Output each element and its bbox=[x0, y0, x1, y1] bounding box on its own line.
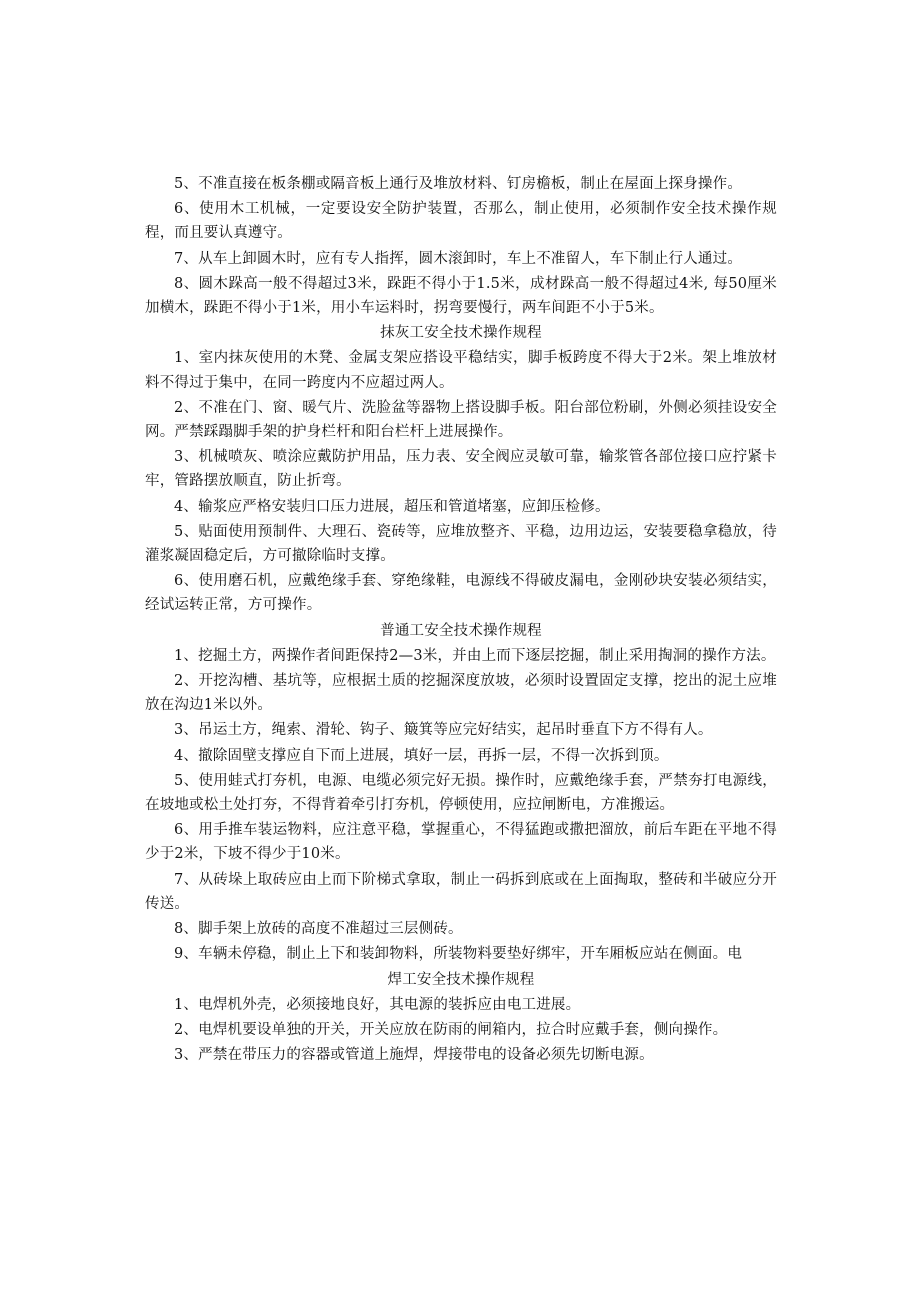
plaster-item-6: 6、使用磨石机，应戴绝缘手套、穿绝缘鞋，电源线不得破皮漏电，金刚砂块安装必须结实，经试运转正常，方可操作。 bbox=[145, 573, 777, 614]
document-page bbox=[145, 172, 777, 1068]
general-item-9: 9、车辆未停稳，制止上下和装卸物料，所装物料要垫好绑牢，开车厢板应站在侧面。电 bbox=[174, 946, 743, 963]
welder-section-title: 焊工安全技术操作规程 bbox=[387, 971, 535, 988]
plaster-item-2: 2、不准在门、窗、暖气片、洗脸盆等器物上搭设脚手板。阳台部位粉刷，外侧必须挂设安全网。严禁踩蹋脚手架的护身栏杆和阳台栏杆上进展操作。 bbox=[145, 399, 777, 441]
plaster-item-5: 5、贴面使用预制件、大理石、瓷砖等，应堆放整齐、平稳，边用边运，安装要稳拿稳放，待灌浆凝固稳定后，方可撤除临时支撑。 bbox=[145, 523, 777, 565]
general-item-4: 4、撤除固壁支撑应自下而上进展，填好一层，再拆一层，不得一次拆到顶。 bbox=[174, 747, 669, 764]
carpentry-item-7: 7、从车上卸圆木时，应有专人指挥，圆木滚卸时，车上不准留人，车下制止行人通过。 bbox=[174, 250, 743, 267]
carpentry-item-8: 8、圆木跺高一般不得超过3米，跺距不得小于1.5米，成材跺高一般不得超过4米, 每50厘米加横木，跺距不得小于1米，用小车运料时，拐弯要慢行，两车间距不小于5米。 bbox=[145, 275, 777, 317]
general-item-8: 8、脚手架上放砖的高度不准超过三层侧砖。 bbox=[174, 921, 463, 938]
carpentry-item-5: 5、不准直接在板条棚或隔音板上通行及堆放材料、钉房檐板，制止在屋面上探身操作。 bbox=[174, 176, 743, 192]
general-item-5: 5、使用蛙式打夯机，电源、电缆必须完好无损。操作时，应戴绝缘手套，严禁夯打电源线，在坡地或松土处打夯，不得背着牵引打夯机，停顿使用，应拉闸断电，方准搬运。 bbox=[145, 772, 777, 814]
carpentry-item-6: 6、使用木工机械，一定要设安全防护装置，否那么，制止使用，必须制作安全技术操作规程，而且要认真遵守。 bbox=[145, 201, 777, 242]
plaster-item-3: 3、机械喷灰、喷涂应戴防护用品，压力表、安全阀应灵敏可靠，输浆管各部位接口应拧紧卡牢，管路摆放顺直，防止折弯。 bbox=[145, 449, 777, 490]
welder-item-1: 1、电焊机外壳，必须接地良好，其电源的装拆应由电工进展。 bbox=[174, 996, 581, 1013]
welder-item-3: 3、严禁在带压力的容器或管道上施焊，焊接带电的设备必须先切断电源。 bbox=[174, 1047, 654, 1064]
general-item-6: 6、用手推车装运物料，应注意平稳，掌握重心，不得猛跑或撒把溜放，前后车距在平地不得少于2米，下坡不得少于10米。 bbox=[145, 822, 777, 863]
general-item-2: 2、开挖沟槽、基坑等，应根据土质的挖掘深度放坡，必须时设置固定支撑，挖出的泥土应堆放在沟边1米以外。 bbox=[145, 673, 777, 714]
general-item-3: 3、吊运土方，绳索、滑轮、钩子、簸箕等应完好结实，起吊时垂直下方不得有人。 bbox=[174, 722, 713, 739]
general-item-1: 1、挖掘土方，两操作者间距保持2—3米，并由上而下逐层挖掘，制止采用掏洞的操作方法。 bbox=[174, 647, 776, 664]
plaster-item-1: 1、室内抹灰使用的木凳、金属支架应搭设平稳结实，脚手板跨度不得大于2米。架上堆放材料不得过于集中，在同一跨度内不应超过两人。 bbox=[145, 350, 777, 391]
plaster-section-title: 抹灰工安全技术操作规程 bbox=[380, 325, 542, 342]
plaster-item-4: 4、输浆应严格安装归口压力进展，超压和管道堵塞，应卸压检修。 bbox=[174, 498, 610, 515]
general-section-title: 普通工安全技术操作规程 bbox=[380, 622, 542, 639]
general-item-7: 7、从砖垛上取砖应由上而下阶梯式拿取，制止一码拆到底或在上面掏取，整砖和半破应分开传送。 bbox=[145, 871, 777, 912]
welder-item-2: 2、电焊机要设单独的开关，开关应放在防雨的闸箱内，拉合时应戴手套，侧向操作。 bbox=[174, 1021, 728, 1038]
